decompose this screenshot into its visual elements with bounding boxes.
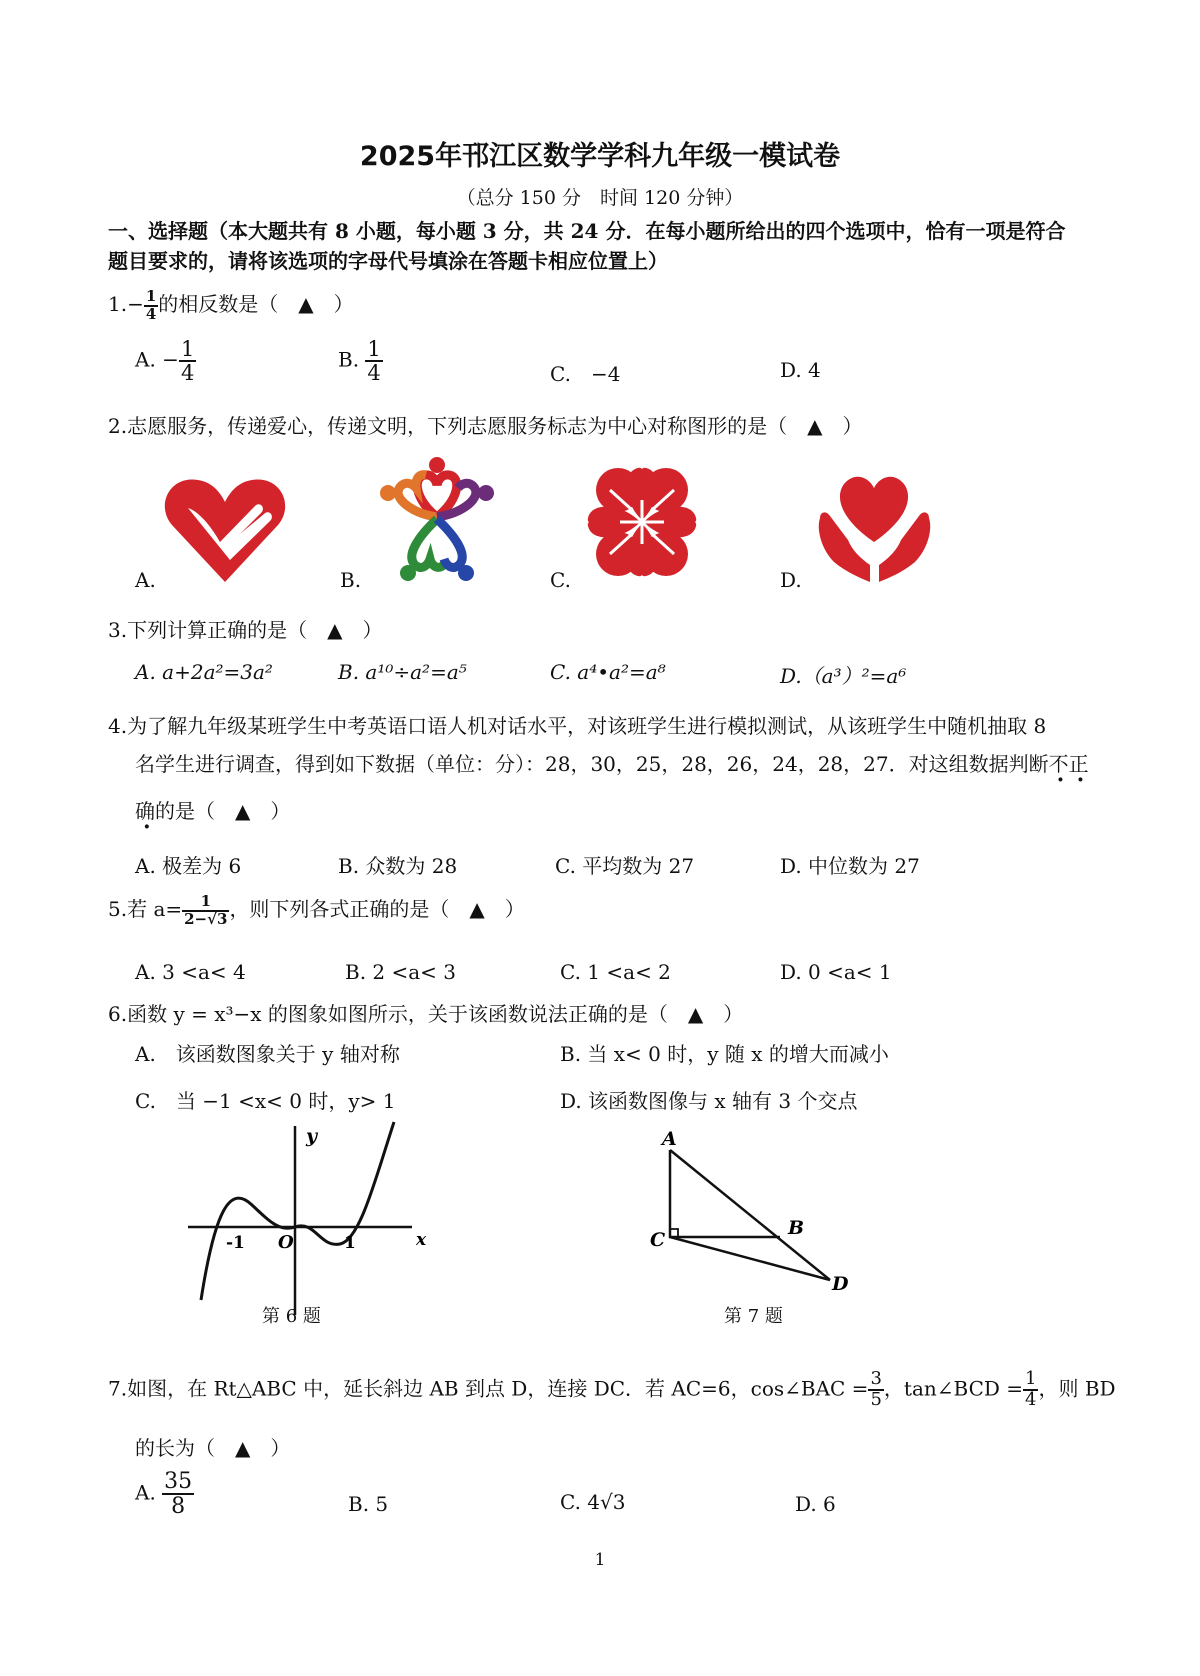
vertex-a-label: A — [662, 1130, 677, 1150]
q1-number: 1. — [108, 292, 128, 316]
q4-option-c[interactable]: C. 平均数为 27 — [555, 854, 695, 878]
q5-option-b[interactable]: B. 2 <a< 3 — [345, 960, 457, 984]
q3-option-b[interactable]: B. a¹⁰÷a²=a⁵ — [338, 660, 467, 684]
q6-option-b[interactable]: B. 当 x< 0 时，y 随 x 的增大而减小 — [560, 1042, 889, 1066]
question-4-line3: 确的是（ ▲ ） — [135, 799, 291, 823]
segment-dc — [670, 1237, 830, 1280]
cubic-curve — [201, 1122, 394, 1300]
q4-option-d[interactable]: D. 中位数为 27 — [780, 854, 920, 878]
q6-option-c[interactable]: C. 当 −1 <x< 0 时，y> 1 — [135, 1089, 396, 1113]
q2-option-a-label[interactable]: A. — [135, 568, 156, 592]
q4-option-a[interactable]: A. 极差为 6 — [135, 854, 242, 878]
volunteer-logo-a[interactable] — [160, 470, 290, 585]
y-axis-label: y — [306, 1125, 318, 1147]
question-2: 2.志愿服务，传递爱心，传递文明，下列志愿服务标志为中心对称图形的是（ ▲ ） — [108, 414, 863, 438]
figure-7-caption: 第 7 题 — [724, 1306, 783, 1327]
vertex-b-label: B — [788, 1217, 805, 1239]
q2-option-d-label[interactable]: D. — [780, 568, 802, 592]
vertex-c-label: C — [650, 1229, 666, 1251]
q3-option-a[interactable]: A. a+2a²=3a² — [135, 660, 273, 684]
hypotenuse-extended — [670, 1150, 830, 1280]
vertex-d-label: D — [832, 1273, 849, 1295]
figure-6-graph — [180, 1120, 440, 1320]
q1-stem: 的相反数是（ ▲ ） — [158, 292, 354, 316]
q3-option-d[interactable]: D.（a³）²=a⁶ — [780, 664, 907, 688]
volunteer-logo-c[interactable] — [580, 460, 705, 585]
q2-option-c-label[interactable]: C. — [550, 568, 571, 592]
q5-option-a[interactable]: A. 3 <a< 4 — [135, 960, 246, 984]
q2-option-b-label[interactable]: B. — [340, 568, 362, 592]
origin-label: O — [278, 1232, 294, 1253]
q1-fraction: $\frac{1}{4}$ — [145, 286, 157, 323]
q5-option-d[interactable]: D. 0 <a< 1 — [780, 960, 892, 984]
q7-option-d[interactable]: D. 6 — [795, 1492, 836, 1516]
question-5: 5.若 a= $\frac{1}{2-√3}$ ，则下列各式正确的是（ ▲ ） — [108, 891, 525, 928]
exam-info: （总分 150 分 时间 120 分钟） — [456, 187, 744, 209]
q5-fraction: $\frac{1}{2-√3}$ — [184, 891, 228, 928]
q6-option-d[interactable]: D. 该函数图像与 x 轴有 3 个交点 — [560, 1089, 858, 1113]
tick-minus-one: -1 — [226, 1233, 245, 1253]
question-3: 3.下列计算正确的是（ ▲ ） — [108, 618, 383, 642]
section-heading-line1: 一、选择题（本大题共有 8 小题，每小题 3 分，共 24 分．在每小题所给出的四个选项中，恰有一项是符合 — [108, 219, 1066, 243]
q5-option-c[interactable]: C. 1 <a< 2 — [560, 960, 671, 984]
q6-option-a[interactable]: A. 该函数图象关于 y 轴对称 — [135, 1042, 400, 1066]
volunteer-logo-b[interactable] — [370, 455, 505, 585]
question-1 — [108, 288, 354, 322]
question-7: 7.如图，在 Rt△ABC 中，延长斜边 AB 到点 D，连接 DC．若 AC=6，cos∠BAC = $\frac{3}{5}$ ，tan∠BCD = $\frac{1}{4}$ ，则 BD — [108, 1368, 1116, 1410]
question-6: 6.函数 y = x³−x 的图象如图所示，关于该函数说法正确的是（ ▲ ） — [108, 1002, 744, 1026]
q1-sign: − — [127, 292, 144, 316]
tick-one: 1 — [344, 1233, 356, 1253]
q3-option-c[interactable]: C. a⁴•a²=a⁸ — [550, 660, 666, 684]
question-7-line2: 的长为（ ▲ ） — [135, 1436, 291, 1460]
page-number: 1 — [594, 1550, 606, 1570]
figure-7-triangle — [640, 1130, 860, 1300]
q1-option-a[interactable]: A. − $\frac{1}{4}$ — [135, 337, 195, 386]
q7-option-a[interactable]: A. $\frac{35}{8}$ — [135, 1469, 193, 1520]
q1-option-b[interactable]: B. $\frac{1}{4}$ — [338, 337, 381, 386]
q7-option-b[interactable]: B. 5 — [348, 1492, 389, 1516]
section-heading-line2: 题目要求的，请将该选项的字母代号填涂在答题卡相应位置上） — [108, 249, 668, 273]
page-title: 2025年邗江区数学学科九年级一模试卷 — [359, 141, 841, 172]
question-4-line2: 名学生进行调查，得到如下数据（单位：分）：28，30，25，28，26，24，28，27．对这组数据判断不正 — [135, 752, 1089, 776]
volunteer-logo-d[interactable] — [812, 470, 937, 585]
x-axis-label: x — [416, 1230, 427, 1250]
question-4-line1: 4.为了解九年级某班学生中考英语口语人机对话水平，对该班学生进行模拟测试，从该班学生中随机抽取 8 — [108, 714, 1047, 738]
q4-option-b[interactable]: B. 众数为 28 — [338, 854, 458, 878]
q7-option-c[interactable]: C. 4√3 — [560, 1490, 626, 1514]
q1-option-c[interactable]: C. −4 — [550, 362, 621, 386]
q1-option-d[interactable]: D. 4 — [780, 358, 821, 382]
figure-6-caption: 第 6 题 — [262, 1306, 321, 1327]
